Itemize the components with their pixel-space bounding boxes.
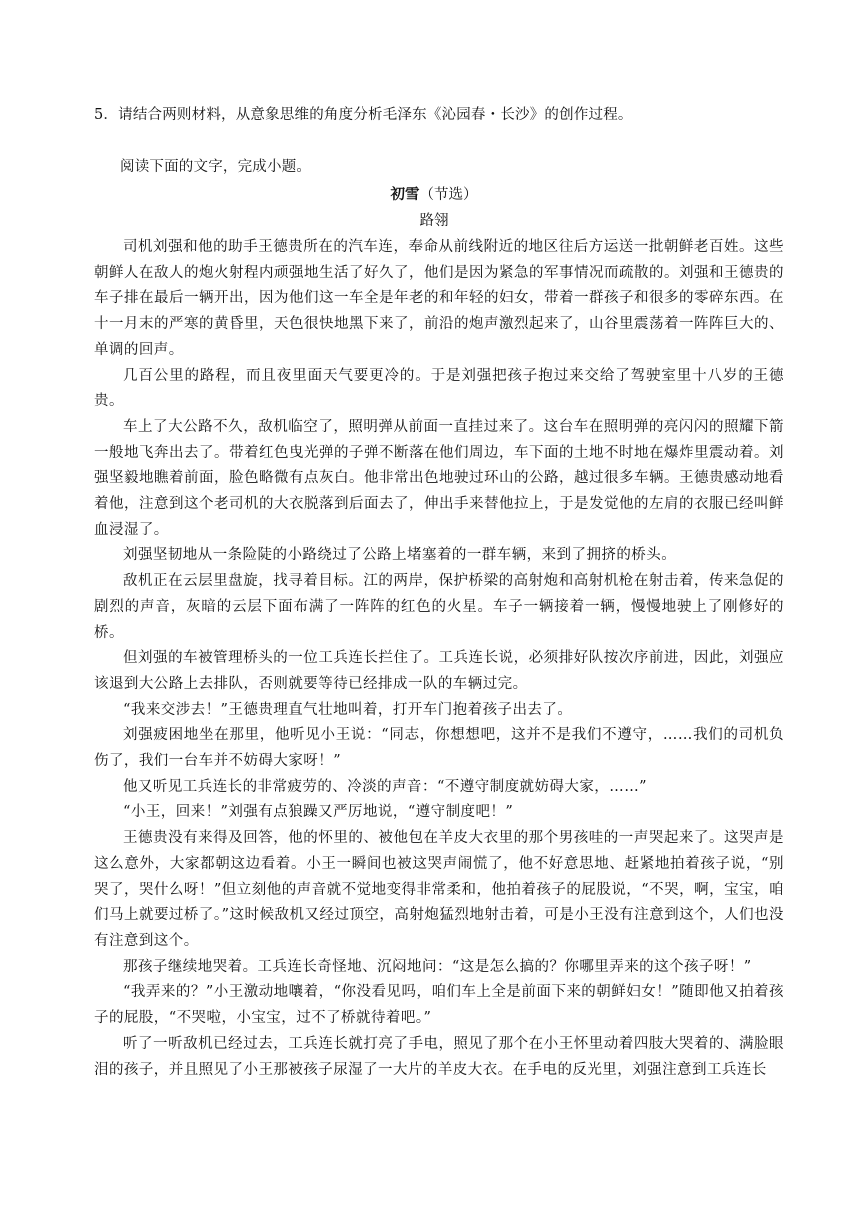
paragraph: “我来交涉去！”王德贵理直气壮地叫着，打开车门抱着孩子出去了。 <box>123 701 573 718</box>
paragraph: “我弄来的？”小王激动地嚷着，“你没看见吗，咱们车上全是前面下来的朝鲜妇女！”随即他又拍着孩子的屁股，“不哭啦，小宝宝，过不了桥就待着吧。” <box>94 984 784 1027</box>
paragraph: 几百公里的路程，而且夜里面天气要更冷的。于是刘强把孩子抱过来交给了驾驶室里十八岁的王德贵。 <box>94 367 784 410</box>
question-5: 5．请结合两则材料，从意象思维的角度分析毛泽东《沁园春・长沙》的创作过程。 <box>94 107 633 123</box>
paragraph: 刘强疲困地坐在那里，他听见小王说：“同志，你想想吧，这并不是我们不遵守，……我们的司机负伤了，我们一台车并不妨碍大家呀！” <box>94 727 784 770</box>
passage-body <box>94 235 784 1083</box>
paragraph: 那孩子继续地哭着。工兵连长奇怪地、沉闷地问：“这是怎么搞的？你哪里弄来的这个孩子呀！” <box>123 958 752 975</box>
paragraph: “小王，回来！”刘强有点狼躁又严厉地说，“遵守制度吧！” <box>123 804 514 821</box>
reading-instruction: 阅读下面的文字，完成小题。 <box>120 159 312 175</box>
paragraph: 但刘强的车被管理桥头的一位工兵连长拦住了。工兵连长说，必须排好队按次序前进，因此，刘强应该退到大公路上去排队，否则就要等待已经排成一队的车辆过完。 <box>94 650 784 692</box>
paragraph: 刘强坚韧地从一条险陡的小路绕过了公路上堵塞着的一群车辆，来到了拥挤的桥头。 <box>123 547 677 564</box>
title-note: （节选） <box>419 187 478 203</box>
paragraph: 王德贵没有来得及回答，他的怀里的、被他包在羊皮大衣里的那个男孩哇的一声哭起来了。这哭声是这么意外，大家都朝这边看着。小王一瞬间也被这哭声闹慌了，他不好意思地、赶紧地拍着孩子说，“别哭了，哭什么呀！”但立刻他的声音就不觉地变得非常柔和，他拍着孩子的屁股说，“不哭，啊，宝宝，咱们马上就要过桥了。”这时候敌机又经过顶空，高射炮猛烈地射击着，可是小王没有注意到这个，人们也没有注意到这个。 <box>94 830 784 949</box>
paragraph: 敌机正在云层里盘旋，找寻着目标。江的两岸，保护桥梁的高射炮和高射机枪在射击着，传来急促的剧烈的声音，灰暗的云层下面布满了一阵阵的红色的火星。车子一辆接着一辆，慢慢地驶上了刚修好的桥。 <box>94 573 784 641</box>
paragraph: 车上了大公路不久，敌机临空了，照明弹从前面一直挂过来了。这台车在照明弹的亮闪闪的照耀下箭一般地飞奔出去了。带着红色曳光弹的子弹不断落在他们周边，车下面的土地不时地在爆炸里震动着。刘强坚毅地瞧着前面，脸色略微有点灰白。他非常出色地驶过环山的公路，越过很多车辆。王德贵感动地看着他，注意到这个老司机的大衣脱落到后面去了，伸出手来替他拉上，于是发觉他的左肩的衣服已经叫鲜血浸湿了。 <box>94 418 784 538</box>
paragraph: 司机刘强和他的助手王德贵所在的汽车连，奉命从前线附近的地区往后方运送一批朝鲜老百姓。这些朝鲜人在敌人的炮火射程内顽强地生活了好久了，他们是因为紧急的军事情况而疏散的。刘强和王德贵的车子排在最后一辆开出，因为他们这一车全是年老的和年轻的妇女，带着一群孩子和很多的零碎东西。在十一月末的严寒的黄昏里，天色很快地黑下来了，前沿的炮声激烈起来了，山谷里震荡着一阵阵巨大的、单调的回声。 <box>94 239 784 358</box>
passage-author: 路翎 <box>419 213 449 229</box>
passage-title <box>0 183 868 207</box>
paragraph: 听了一听敌机已经过去，工兵连长就打亮了手电，照见了那个在小王怀里动着四肢大哭着的、满脸眼泪的孩子，并且照见了小王那被孩子尿湿了一大片的羊皮大衣。在手电的反光里，刘强注意到工兵连长 <box>94 1035 784 1078</box>
title-text: 初雪 <box>390 186 420 203</box>
paragraph: 他又听见工兵连长的非常疲劳的、冷淡的声音：“不遵守制度就妨碍大家，……” <box>123 778 648 795</box>
